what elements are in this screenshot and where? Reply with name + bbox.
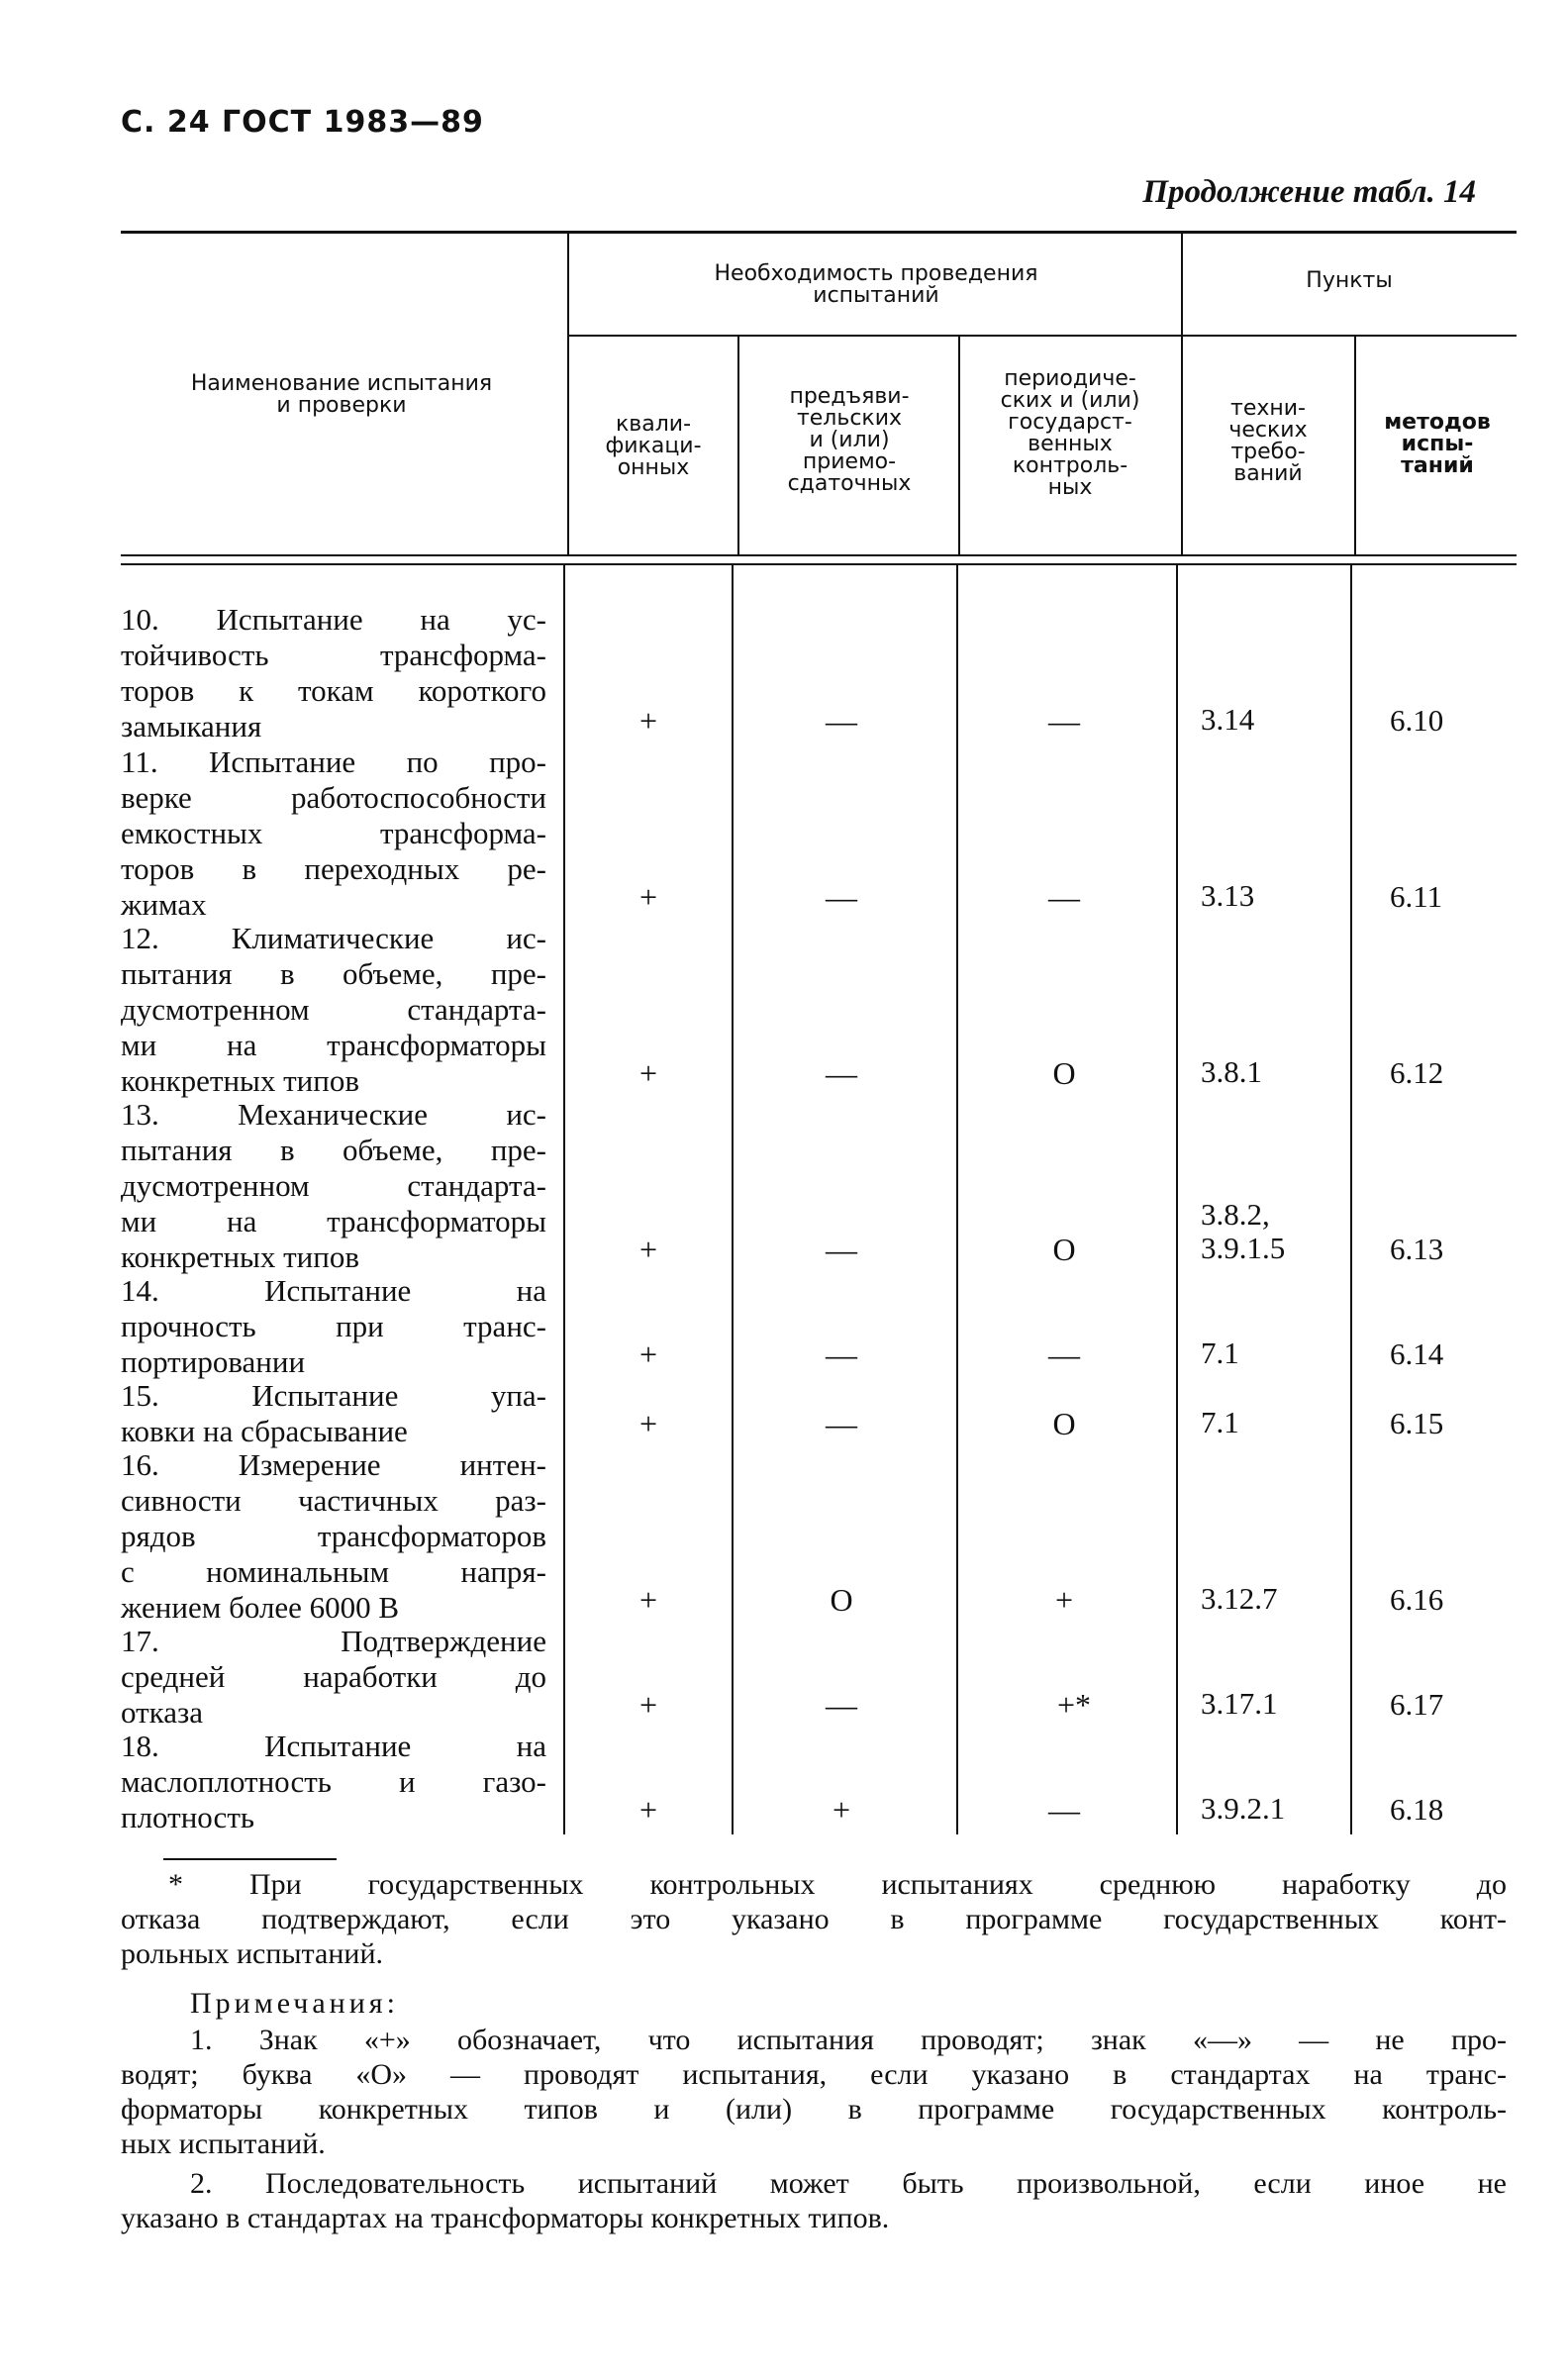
row-12-tech-ref: 3.8.1	[1201, 1054, 1262, 1089]
row-17-method-ref: 6.17	[1390, 1687, 1444, 1722]
header-col-tech-requirements: техни- ческих требо- ваний	[1228, 396, 1308, 486]
row-17-periodic: +*	[1056, 1687, 1092, 1723]
row-17-acceptance: —	[826, 1687, 857, 1723]
header-col-acceptance: предъяви- тельских и (или) приемо- сдаточных	[787, 384, 912, 496]
footnote: * При государственных контрольных испытаниях среднюю наработку до отказа подтверждают, если это указано в программе государственных конт- рольных испытаний.	[121, 1868, 1507, 1970]
row-14-tech-ref: 7.1	[1201, 1336, 1239, 1370]
row-15-name: 15. Испытание упа- ковки на сбрасывание	[121, 1378, 546, 1448]
row-12-name: 12. Климатические ис- пытания в объеме, пре- дусмотренном стандарта- ми на трансформаторы конкретных типов	[121, 921, 546, 1098]
body-divider-5	[1350, 565, 1352, 1834]
header-necessity-group: Необходимость проведения испытаний	[714, 261, 1038, 308]
row-18-acceptance: +	[832, 1792, 851, 1828]
row-18-periodic: —	[1048, 1792, 1080, 1828]
body-divider-1	[563, 565, 565, 1834]
header-bottom-rule-2	[121, 563, 1517, 565]
row-11-name: 11. Испытание по про- верке работоспособности емкостных трансформа- торов в переходных ре- жимах	[121, 744, 546, 922]
row-10-method-ref: 6.10	[1390, 703, 1444, 738]
header-divider-2	[737, 337, 739, 556]
row-10-qualification: +	[638, 703, 658, 739]
row-11-method-ref: 6.11	[1390, 879, 1443, 914]
row-10-periodic: —	[1048, 703, 1080, 739]
page-header: С. 24 ГОСТ 1983—89	[121, 105, 484, 140]
row-13-method-ref: 6.13	[1390, 1232, 1444, 1266]
row-15-acceptance: —	[826, 1406, 857, 1441]
header-col-test-methods: методов испы- таний	[1384, 410, 1491, 478]
row-17-tech-ref: 3.17.1	[1201, 1686, 1278, 1721]
header-divider-1	[567, 231, 569, 556]
notes-title: Примечания:	[190, 1987, 399, 2020]
row-14-periodic: —	[1048, 1336, 1080, 1372]
note-1: 1. Знак «+» обозначает, что испытания проводят; знак «—» — не про- водят; буква «О» — проводят испытания, если указано в стандартах на транс- форматоры конкретных типов и (или) в программе государственных контроль- ных испытаний.	[121, 2024, 1507, 2160]
header-divider-5	[1354, 337, 1356, 556]
row-15-periodic: О	[1052, 1406, 1076, 1441]
table-top-rule	[121, 231, 1517, 234]
row-12-qualification: +	[638, 1055, 658, 1091]
row-16-tech-ref: 3.12.7	[1201, 1581, 1278, 1616]
row-14-acceptance: —	[826, 1336, 857, 1372]
row-12-acceptance: —	[826, 1055, 857, 1091]
row-18-qualification: +	[638, 1792, 658, 1828]
row-15-qualification: +	[638, 1406, 658, 1441]
row-14-method-ref: 6.14	[1390, 1336, 1444, 1371]
row-12-method-ref: 6.12	[1390, 1055, 1444, 1090]
row-15-tech-ref: 7.1	[1201, 1405, 1239, 1439]
row-17-name: 17. Подтверждение средней наработки до отказа	[121, 1624, 546, 1730]
row-10-name: 10. Испытание на ус- тойчивость трансформа- торов к токам короткого замыкания	[121, 602, 546, 743]
row-14-qualification: +	[638, 1336, 658, 1372]
row-16-qualification: +	[638, 1582, 658, 1618]
row-13-qualification: +	[638, 1232, 658, 1267]
footnote-separator	[163, 1858, 337, 1860]
row-13-name: 13. Механические ис- пытания в объеме, пре- дусмотренном стандарта- ми на трансформаторы конкретных типов	[121, 1097, 546, 1274]
header-group-rule	[569, 335, 1517, 337]
header-col-periodic: периодиче- ских и (или) государст- венных контроль- ных	[1000, 366, 1140, 500]
row-16-method-ref: 6.16	[1390, 1582, 1444, 1617]
row-18-tech-ref: 3.9.2.1	[1201, 1791, 1286, 1826]
table-continuation-label: Продолжение табл. 14	[1142, 174, 1476, 210]
row-13-tech-ref: 3.8.2, 3.9.1.5	[1201, 1197, 1286, 1265]
row-16-acceptance: О	[830, 1582, 853, 1618]
row-18-method-ref: 6.18	[1390, 1792, 1444, 1827]
body-divider-2	[732, 565, 734, 1834]
row-15-method-ref: 6.15	[1390, 1406, 1444, 1440]
header-col-qualification: квали- фикаци- онных	[605, 412, 702, 480]
row-11-periodic: —	[1048, 879, 1080, 915]
row-16-periodic: +	[1054, 1582, 1074, 1618]
header-items-group: Пункты	[1306, 268, 1393, 293]
row-17-qualification: +	[638, 1687, 658, 1723]
row-13-periodic: О	[1052, 1232, 1076, 1267]
header-divider-4	[1181, 231, 1183, 556]
row-11-tech-ref: 3.13	[1201, 878, 1255, 913]
row-10-acceptance: —	[826, 703, 857, 739]
row-11-qualification: +	[638, 879, 658, 915]
row-11-acceptance: —	[826, 879, 857, 915]
header-test-name: Наименование испытания и проверки	[190, 371, 493, 418]
row-18-name: 18. Испытание на маслоплотность и газо- плотность	[121, 1729, 546, 1834]
row-14-name: 14. Испытание на прочность при транс- портировании	[121, 1273, 546, 1379]
note-2: 2. Последовательность испытаний может быть произвольной, если иное не указано в стандартах на трансформаторы конкретных типов.	[121, 2167, 1507, 2234]
body-divider-4	[1176, 565, 1178, 1834]
row-16-name: 16. Измерение интен- сивности частичных раз- рядов трансформаторов с номинальным напря- жением более 6000 В	[121, 1447, 546, 1625]
body-divider-3	[956, 565, 958, 1834]
row-10-tech-ref: 3.14	[1201, 702, 1255, 737]
row-12-periodic: О	[1052, 1055, 1076, 1091]
header-bottom-rule-1	[121, 554, 1517, 556]
row-13-acceptance: —	[826, 1232, 857, 1267]
